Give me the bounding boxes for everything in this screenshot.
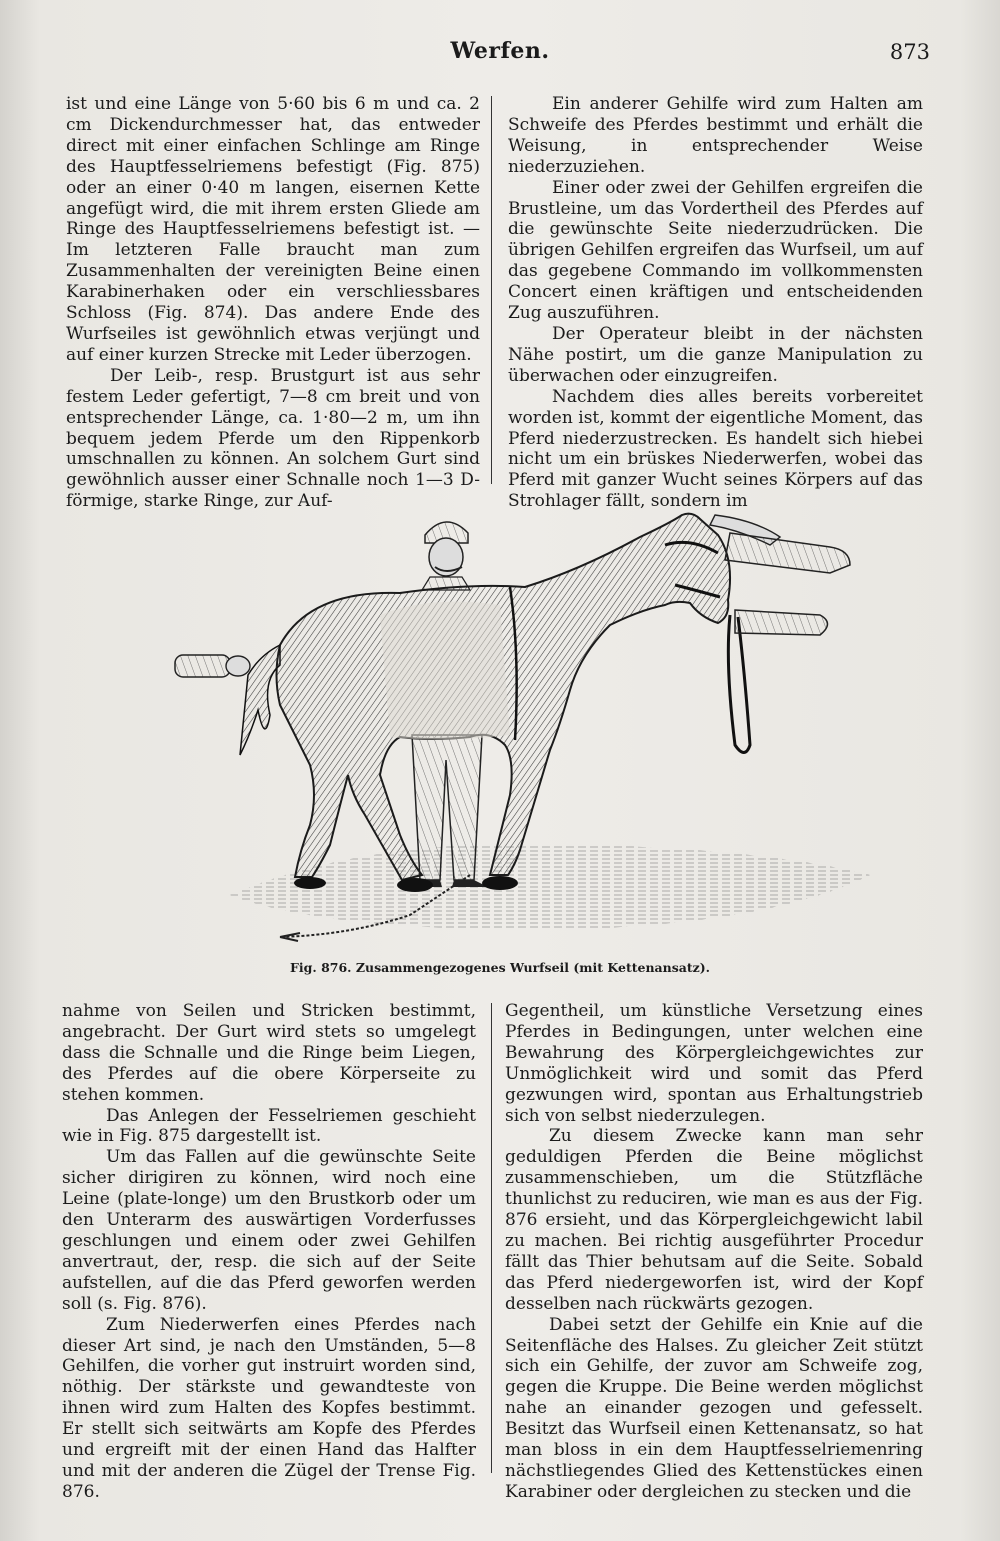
top-left-column [66, 94, 480, 512]
bottom-right-column [505, 1001, 923, 1503]
bottom-left-column [62, 1001, 476, 1503]
paragraph: Zu diesem Zwecke kann man sehr geduldigen Pferden die Beine möglichst zusammenschieben, um die Stützfläche thunlichst zu reduciren, wie man es aus der Fig. 876 ersieht, und das Körpergleichgewicht labil zu machen. Bei richtig ausgeführter Procedur fällt das Thier behutsam auf die Seite. Sobald das Pferd niedergeworfen ist, wird der Kopf desselben nach rückwärts gezogen. [505, 1126, 923, 1314]
top-right-column [508, 94, 923, 512]
column-rule [491, 1003, 492, 1473]
horse-figure [240, 514, 750, 892]
paragraph: Das Anlegen der Fesselriemen geschieht wie in Fig. 875 dargestellt ist. [62, 1105, 476, 1147]
running-title: Werfen. [450, 38, 550, 64]
column-rule [491, 96, 492, 484]
paragraph: Der Operateur bleibt in der nächsten Nähe postirt, um die ganze Manipulation zu überwachen oder einzugreifen. [508, 323, 923, 386]
paragraph: Zum Niederwerfen eines Pferdes nach dieser Art sind, je nach den Umständen, 5—8 Gehilfen, die vorher gut instruirt worden sind, nöthig. Der stärkste und gewandteste von ihnen wird zum Halten des Kopfes bestimmt. Er stellt sich seitwärts am Kopfe des Pferdes und ergreift mit der einen Hand das Halfter und mit der anderen die Zügel der Trense Fig. 876. [62, 1314, 476, 1502]
paragraph: Nachdem dies alles bereits vorbereitet worden ist, kommt der eigentliche Moment, das Pferd niederzustrecken. Es handelt sich hiebei nicht um ein brüskes Niederwerfen, wobei das Pferd mit ganzer Wucht seines Körpers auf das Strohlager fällt, sondern im [508, 386, 923, 512]
paragraph: Gegentheil, um künstliche Versetzung eines Pferdes in Bedingungen, unter welchen eine Bewahrung des Körpergleichgewichtes zur Unmöglichkeit wird und somit das Pferd gezwungen wird, spontan aus Erhaltungstrieb sich von selbst niederzulegen. [505, 1001, 923, 1126]
paragraph: Ein anderer Gehilfe wird zum Halten am Schweife des Pferdes bestimmt und erhält die Weisung, in entsprechender Weise niederzuziehen. [508, 94, 923, 177]
figure-caption: Fig. 876. Zusammengezogenes Wurfseil (mit Kettenansatz). [290, 960, 710, 975]
paragraph: Dabei setzt der Gehilfe ein Knie auf die Seitenfläche des Halses. Zu gleicher Zeit stützt sich ein Gehilfe, der zuvor am Schweife zog, gegen die Kruppe. Die Beine werden möglichst nahe an einander gezogen und gefesselt. Besitzt das Wurfseil einen Kettenansatz, so hat man bloss in ein dem Hauptfesselriemenring nächstliegendes Glied des Kettenstückes einen Karabiner oder dergleichen zu stecken und die [505, 1314, 923, 1502]
paragraph: Einer oder zwei der Gehilfen ergreifen die Brustleine, um das Vordertheil des Pferdes auf die gewünschte Seite niederzudrücken. Die übrigen Gehilfen ergreifen das Wurfseil, um auf das gegebene Commando im vollkommensten Concert einen kräftigen und entscheidenden Zug auszuführen. [508, 177, 923, 324]
page-number: 873 [889, 40, 930, 64]
paragraph: Der Leib-, resp. Brustgurt ist aus sehr festem Leder gefertigt, 7—8 cm breit und von entsprechender Länge, ca. 1·80—2 m, um ihn bequem jedem Pferde um den Rippenkorb umschnallen zu können. An solchem Gurt sind gewöhnlich ausser einer Schnalle noch 1—3 D-förmige, starke Ringe, zur Auf- [66, 365, 480, 512]
horse-illustration [170, 505, 940, 945]
paragraph: nahme von Seilen und Stricken bestimmt, angebracht. Der Gurt wird stets so umgelegt dass die Schnalle und die Ringe beim Liegen, des Pferdes auf die obere Körperseite zu stehen kommen. [62, 1001, 476, 1105]
paragraph: ist und eine Länge von 5·60 bis 6 m und ca. 2 cm Dickendurchmesser hat, das entweder direct mit einer einfachen Schlinge am Ringe des Hauptfesselriemens befestigt (Fig. 875) oder an einer 0·40 m langen, eisernen Kette angefügt wird, die mit ihrem ersten Gliede am Ringe des Hauptfesselriemens befestigt ist. — Im letzteren Falle braucht man zum Zusammenhalten der vereinigten Beine einen Karabinerhaken oder ein verschliessbares Schloss (Fig. 874). Das andere Ende des Wurfseiles ist gewöhnlich etwas verjüngt und auf einer kurzen Strecke mit Leder überzogen. [66, 94, 480, 365]
paragraph: Um das Fallen auf die gewünschte Seite sicher dirigiren zu können, wird noch eine Leine (plate-longe) um den Brustkorb oder um den Unterarm des auswärtigen Vorderfusses geschlungen und einem oder zwei Gehilfen anvertraut, der, resp. die sich auf der Seite aufstellen, auf die das Pferd geworfen werden soll (s. Fig. 876). [62, 1147, 476, 1314]
